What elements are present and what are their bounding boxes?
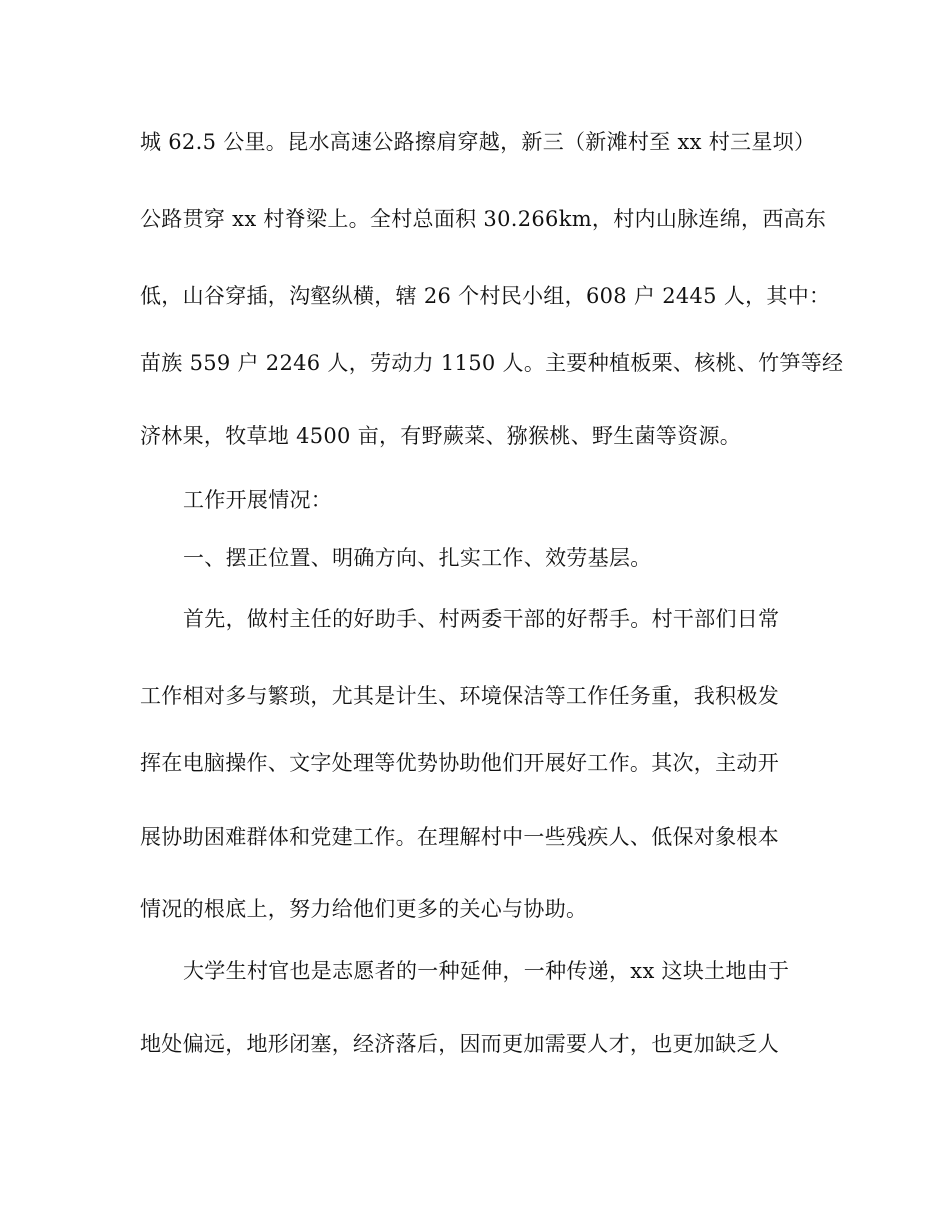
paragraph-line: 情况的根底上，努力给他们更多的关心与协助。 [140,897,588,921]
paragraph-line: 首先，做村主任的好助手、村两委干部的好帮手。村干部们日常 [183,607,780,631]
paragraph-line: 挥在电脑操作、文字处理等优势协助他们开展好工作。其次，主动开 [140,751,779,775]
paragraph-line: 公路贯穿 xx 村脊梁上。全村总面积 30.266km，村内山脉连绵，西高东 [140,207,827,231]
paragraph-line: 济林果，牧草地 4500 亩，有野蕨菜、猕猴桃、野生菌等资源。 [140,424,742,448]
paragraph-line: 苗族 559 户 2246 人，劳动力 1150 人。主要种植板栗、核桃、竹笋等经 [140,351,844,375]
section-heading: 工作开展情况： [183,488,333,512]
section-subheading: 一、摆正位置、明确方向、扎实工作、效劳基层。 [183,546,652,570]
paragraph-line: 大学生村官也是志愿者的一种延伸，一种传递，xx 这块土地由于 [183,959,790,983]
paragraph-line: 展协助困难群体和党建工作。在理解村中一些残疾人、低保对象根本 [140,825,779,849]
paragraph-line: 地处偏远，地形闭塞，经济落后，因而更加需要人才，也更加缺乏人 [140,1032,779,1056]
paragraph-line: 工作相对多与繁琐，尤其是计生、环境保洁等工作任务重，我积极发 [140,684,779,708]
paragraph-line: 城 62.5 公里。昆水高速公路擦肩穿越，新三（新滩村至 xx 村三星坝） [140,130,816,154]
paragraph-line: 低，山谷穿插，沟壑纵横，辖 26 个村民小组，608 户 2445 人，其中： [140,284,831,308]
